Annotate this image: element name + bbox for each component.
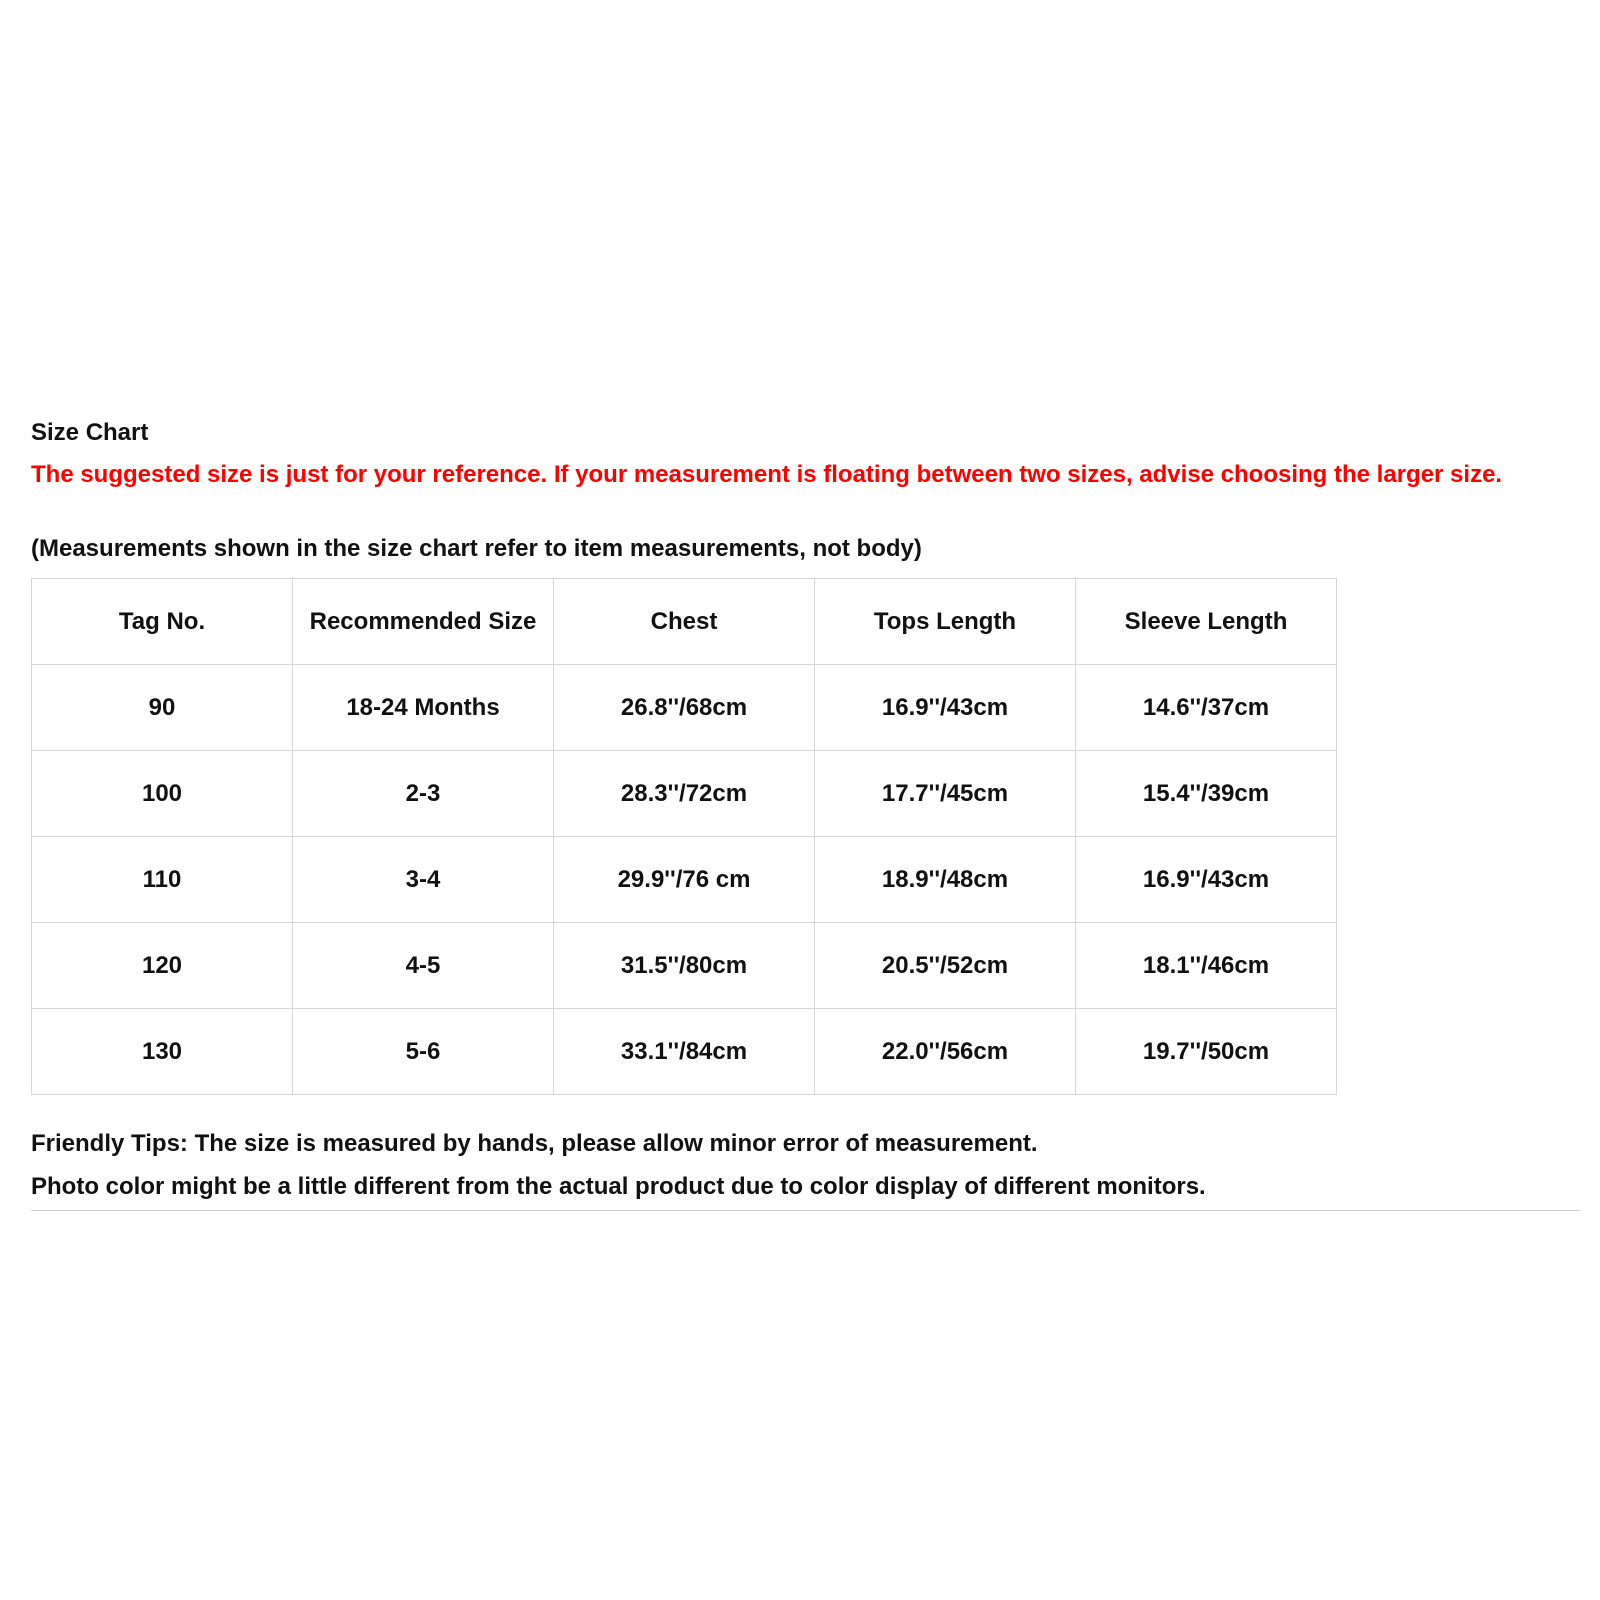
cell-chest: 29.9''/76 cm — [554, 837, 815, 923]
tip-measurement: Friendly Tips: The size is measured by hands, please allow minor error of measurement. — [31, 1130, 1038, 1157]
table-row — [32, 837, 1337, 923]
cell-recommended-size: 2-3 — [293, 751, 554, 837]
cell-tag-no: 120 — [32, 923, 293, 1009]
cell-recommended-size: 4-5 — [293, 923, 554, 1009]
cell-sleeve-length: 19.7''/50cm — [1076, 1009, 1337, 1095]
cell-sleeve-length: 18.1''/46cm — [1076, 923, 1337, 1009]
cell-chest: 33.1''/84cm — [554, 1009, 815, 1095]
cell-chest: 26.8''/68cm — [554, 665, 815, 751]
header-chest: Chest — [554, 579, 815, 665]
cell-sleeve-length: 15.4''/39cm — [1076, 751, 1337, 837]
size-table — [31, 578, 1337, 1095]
cell-tops-length: 22.0''/56cm — [815, 1009, 1076, 1095]
cell-recommended-size: 5-6 — [293, 1009, 554, 1095]
cell-tops-length: 16.9''/43cm — [815, 665, 1076, 751]
table-row — [32, 751, 1337, 837]
cell-tops-length: 20.5''/52cm — [815, 923, 1076, 1009]
table-header-row — [32, 579, 1337, 665]
cell-tag-no: 90 — [32, 665, 293, 751]
cell-tag-no: 130 — [32, 1009, 293, 1095]
cell-sleeve-length: 16.9''/43cm — [1076, 837, 1337, 923]
table-row — [32, 665, 1337, 751]
table-row — [32, 1009, 1337, 1095]
header-sleeve-length: Sleeve Length — [1076, 579, 1337, 665]
header-tag-no: Tag No. — [32, 579, 293, 665]
table-row — [32, 923, 1337, 1009]
measurement-note: (Measurements shown in the size chart refer to item measurements, not body) — [31, 535, 922, 562]
cell-chest: 28.3''/72cm — [554, 751, 815, 837]
cell-tops-length: 17.7''/45cm — [815, 751, 1076, 837]
cell-sleeve-length: 14.6''/37cm — [1076, 665, 1337, 751]
header-recommended-size: Recommended Size — [293, 579, 554, 665]
cell-tag-no: 110 — [32, 837, 293, 923]
cell-tops-length: 18.9''/48cm — [815, 837, 1076, 923]
cell-recommended-size: 18-24 Months — [293, 665, 554, 751]
size-notice: The suggested size is just for your reference. If your measurement is floating between two sizes, advise choosing the larger size. — [31, 461, 1503, 488]
friendly-tips — [31, 1122, 1581, 1211]
size-chart-title: Size Chart — [31, 419, 149, 446]
tip-photo-color: Photo color might be a little different from the actual product due to color display of different monitors. — [31, 1173, 1206, 1200]
cell-recommended-size: 3-4 — [293, 837, 554, 923]
header-tops-length: Tops Length — [815, 579, 1076, 665]
cell-chest: 31.5''/80cm — [554, 923, 815, 1009]
cell-tag-no: 100 — [32, 751, 293, 837]
